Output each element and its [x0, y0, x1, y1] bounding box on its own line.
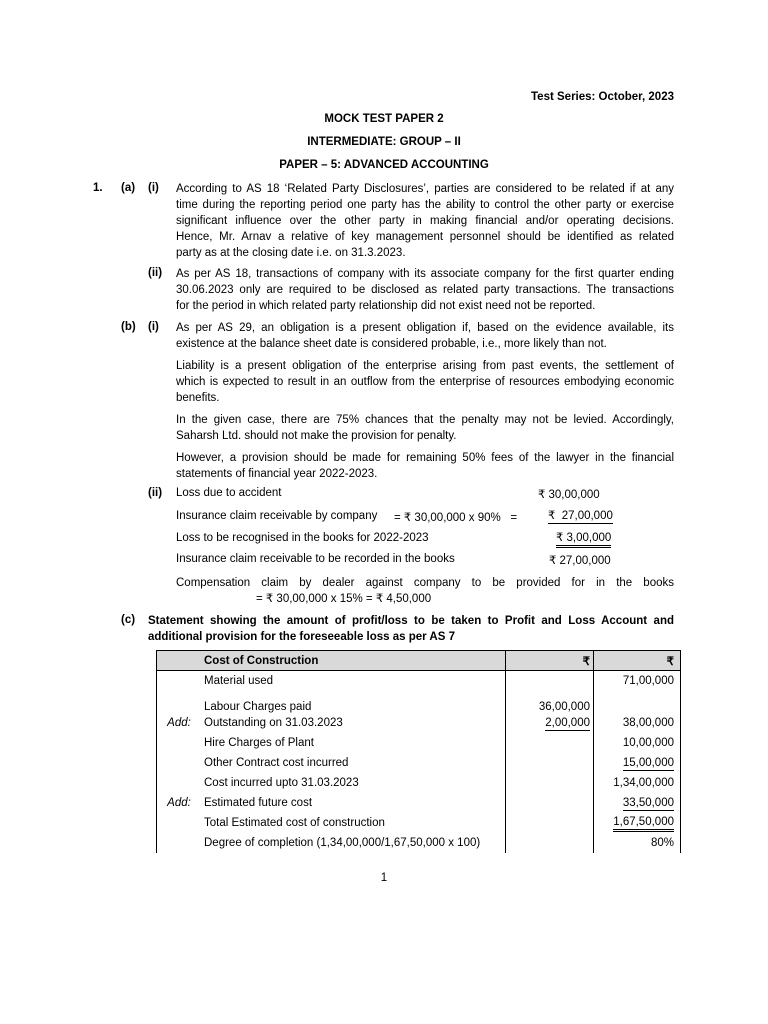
table-header-label: Cost of Construction — [201, 651, 506, 671]
page-number: 1 — [380, 872, 388, 884]
calc-row-claim-recorded-text: Insurance claim receivable to be recorded in the books — [176, 553, 455, 565]
question-number: 1. — [93, 182, 103, 194]
paper-title-group: INTERMEDIATE: GROUP – II — [307, 136, 461, 148]
calc-row-insurance-calc: = ₹ 30,00,000 x 90% = — [394, 512, 518, 524]
table-row: Labour Charges paid 36,00,000 — [157, 691, 681, 713]
table-row: Add: Estimated future cost 33,50,000 — [157, 793, 681, 813]
part-b-label: (b) — [121, 321, 136, 333]
part-a-label: (a) — [121, 182, 136, 194]
part-b-i-para2: Liability is a present obligation of the enterprise arising from past events, the settlement of which is expected to result in an outflow from the enterprise of resources embodying economic benefits. — [176, 360, 674, 404]
calc-row-claim-recorded-value: ₹ 27,00,000 — [549, 555, 611, 567]
part-b-ii-label: (ii) — [148, 487, 163, 499]
table-header-col2: ₹ — [594, 651, 681, 671]
table-row: Degree of completion (1,34,00,000/1,67,50,000 x 100) 80% — [157, 833, 681, 853]
part-b-i-para1: As per AS 29, an obligation is a present obligation if, based on the evidence available, its existence at the balance sheet date is considered probable, i.e., more likely than not. — [176, 322, 674, 350]
table-row: Cost incurred upto 31.03.2023 1,34,00,000 — [157, 773, 681, 793]
test-series-label: Test Series: October, 2023 — [531, 91, 674, 103]
compensation-claim: Compensation claim by dealer against company to be provided for in the books = ₹ 30,00,000 x 15% = ₹ 4,50,000 — [176, 577, 674, 605]
part-a-ii-label: (ii) — [148, 267, 163, 279]
table-row: Total Estimated cost of construction 1,67,50,000 — [157, 813, 681, 833]
calc-row-recognised-value: ₹ 3,00,000 — [556, 531, 611, 548]
table-row: Material used 71,00,000 — [157, 671, 681, 692]
paper-title-mock: MOCK TEST PAPER 2 — [324, 113, 444, 125]
part-b-i-label: (i) — [148, 321, 159, 333]
part-a-i-label: (i) — [148, 182, 159, 194]
part-a-i-text: According to AS 18 ‘Related Party Disclosures’, parties are considered to be related if at any time during the reporting period one party has the ability to control the other party or exercise significant influence over the other party in making financial and/or operating decisions. Hence, Mr. Arnav a relative of key management personnel should be identified as related party as at the closing date i.e. on 31.3.2023. — [176, 183, 674, 259]
calc-row-insurance-text: Insurance claim receivable by company — [176, 510, 378, 522]
part-a-ii-text: As per AS 18, transactions of company with its associate company for the first quarter ending 30.06.2023 only are required to be disclosed as related party transactions. The transactions for the period in which related party relationship did not exist need not be reported. — [176, 268, 674, 312]
calc-row-insurance-value: ₹ 27,00,000 — [548, 510, 613, 522]
part-b-i-para4: However, a provision should be made for remaining 50% fees of the lawyer in the financial statements of financial year 2022-2023. — [176, 452, 674, 480]
part-c-label: (c) — [121, 614, 136, 626]
calc-row-loss-text: Loss due to accident — [176, 487, 282, 499]
table-header-col1: ₹ — [506, 651, 594, 671]
table-header-row — [157, 651, 681, 671]
part-b-i-para3: In the given case, there are 75% chances that the penalty may not be levied. Accordingly, Saharsh Ltd. should not make the provision for penalty. — [176, 414, 674, 442]
table-row: Add: Outstanding on 31.03.2023 2,00,000 38,00,000 — [157, 713, 681, 733]
calc-row-loss-value: ₹ 30,00,000 — [538, 489, 600, 501]
calc-row-recognised-text: Loss to be recognised in the books for 2022-2023 — [176, 532, 429, 544]
table-row: Other Contract cost incurred 15,00,000 — [157, 753, 681, 773]
table-row: Hire Charges of Plant 10,00,000 — [157, 733, 681, 753]
paper-title-subject: PAPER – 5: ADVANCED ACCOUNTING — [279, 159, 489, 171]
part-c-heading: Statement showing the amount of profit/loss to be taken to Profit and Loss Account and additional provision for the foreseeable loss as per AS 7 — [148, 615, 674, 643]
cost-of-construction-table — [156, 650, 681, 853]
